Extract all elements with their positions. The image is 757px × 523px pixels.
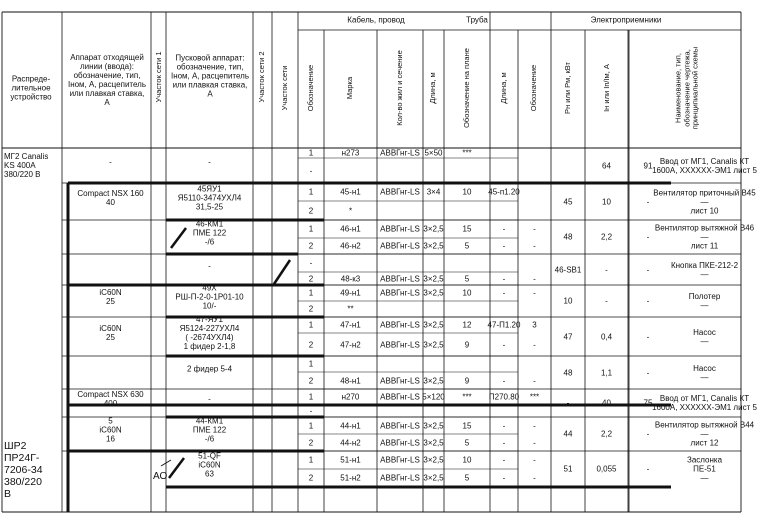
- designation-cell: 46-н1: [340, 224, 361, 234]
- brand-cell: АВВГнг-LS: [380, 288, 420, 298]
- section-cell: 2: [308, 473, 314, 483]
- cores-cell: 3×2,5: [423, 241, 444, 251]
- current-cell: -: [646, 429, 650, 439]
- current-cell: -: [646, 197, 650, 206]
- starter-cell: -: [208, 261, 211, 270]
- header-receivers-group: Электроприемники: [590, 15, 662, 25]
- diagonal-mark: [169, 458, 184, 478]
- recv-designation-cell: 47: [563, 332, 573, 341]
- pipe-length-cell: 3: [532, 320, 537, 330]
- ao-mark: АО: [153, 471, 168, 482]
- section-cell: 2: [308, 241, 314, 251]
- current-cell: -: [646, 464, 650, 474]
- brand-cell: АВВГнг-LS: [380, 241, 420, 251]
- name-cell: Кнопка ПКЕ-212-2 —: [670, 260, 739, 279]
- apparatus-cell: iC60N 25: [99, 288, 122, 306]
- section-cell: 1: [308, 421, 314, 430]
- apparatus-cell: Compact NSX 630 400: [77, 390, 144, 408]
- header-designation: Обозначение: [306, 64, 315, 112]
- pipe-length-cell: -: [533, 241, 536, 251]
- section-cell: 2: [308, 438, 314, 447]
- length-cell: 12: [462, 320, 472, 330]
- designation-cell: 48-к3: [340, 274, 361, 283]
- recv-designation-cell: 48: [563, 232, 573, 242]
- apparatus-cell: -: [109, 157, 112, 166]
- brand-cell: АВВГнг-LS: [380, 340, 420, 349]
- brand-cell: АВВГнг-LS: [380, 421, 420, 430]
- current-cell: 91: [643, 161, 653, 170]
- plan-designation-cell: -: [502, 438, 506, 447]
- pipe-length-cell: -: [533, 455, 536, 465]
- recv-designation-cell: 51: [563, 464, 573, 474]
- header-recv-designation: Обозначение: [529, 64, 538, 112]
- header-cores: Кол-во жил и сечение: [395, 50, 404, 126]
- section-cell: 2: [308, 376, 314, 385]
- pipe-length-cell: -: [533, 288, 536, 298]
- brand-cell: АВВГнг-LS: [380, 392, 420, 402]
- pipe-length-cell: -: [533, 421, 536, 430]
- header-plan-designation: Обозначение на плане: [462, 48, 471, 128]
- cores-cell: 3×2,5: [423, 376, 444, 385]
- starter-cell: 46-КМ1 ПМЕ 122 -/6: [192, 219, 227, 247]
- cores-cell: 3×2,5: [423, 455, 444, 465]
- plan-designation-cell: -: [502, 224, 506, 234]
- length-cell: 15: [462, 224, 472, 234]
- cores-cell: 3×2,5: [423, 224, 444, 234]
- plan-designation-cell: -: [502, 421, 506, 430]
- power-cell: -: [605, 296, 608, 306]
- section-cell: -: [309, 166, 313, 175]
- plan-designation-cell: -: [502, 340, 506, 349]
- plan-designation-cell: 47-П1.20: [487, 320, 521, 330]
- brand-cell: АВВГнг-LS: [380, 455, 420, 465]
- name-cell: Вентилятор вытяжной В44 — лист 12: [654, 420, 755, 448]
- length-cell: 10: [462, 455, 472, 465]
- pipe-length-cell: -: [533, 224, 536, 234]
- recv-designation-cell: 45: [563, 197, 573, 206]
- starter-cell: 51-QF iC60N 63: [198, 451, 221, 479]
- length-cell: ***: [462, 148, 472, 158]
- section-cell: 1: [308, 455, 314, 465]
- recv-designation-cell: 44: [563, 429, 573, 439]
- starter-cell: -: [208, 157, 211, 166]
- power-cell: -: [605, 265, 608, 274]
- cores-cell: 5×120: [422, 392, 445, 402]
- plan-designation-cell: П270.80: [488, 392, 520, 402]
- header-net-section: Участок сети: [280, 65, 289, 111]
- header-pipe-group: Труба: [466, 15, 488, 25]
- diagonal-mark: [171, 228, 186, 248]
- power-cell: 2,2: [600, 232, 613, 242]
- designation-cell: 49-н1: [340, 288, 361, 298]
- power-cell: 0,055: [596, 464, 617, 474]
- plan-designation-cell: -: [502, 455, 506, 465]
- length-cell: ***: [462, 392, 472, 402]
- length-cell: 5: [464, 473, 470, 483]
- header-starter: Пусковой аппарат: обозначение, тип, Iном, А, расцепитель или плавкая ставка, А: [170, 53, 250, 99]
- current-cell: -: [646, 232, 650, 242]
- current-cell: -: [646, 332, 650, 341]
- cores-cell: 3×2,5: [423, 320, 444, 330]
- name-cell: Вентилятор вытяжной В46 — лист 11: [654, 223, 755, 251]
- designation-cell: н270: [341, 392, 360, 402]
- designation-cell: 51-н2: [340, 473, 361, 483]
- section-cell: 1: [308, 224, 314, 234]
- length-cell: 9: [464, 376, 470, 385]
- section-cell: -: [309, 406, 313, 416]
- cores-cell: 3×2,5: [423, 473, 444, 483]
- power-cell: 0,4: [600, 332, 613, 341]
- designation-cell: 47-н2: [340, 340, 361, 349]
- cores-cell: 5×50: [424, 148, 443, 158]
- power-cell: 40: [602, 398, 611, 408]
- length-cell: 15: [462, 421, 472, 430]
- header-pipe-length: Длина, м: [499, 72, 508, 104]
- section-cell: 1: [308, 148, 314, 158]
- plan-designation-cell: -: [502, 376, 506, 385]
- header-section1: Участок сети 1: [154, 51, 163, 103]
- header-length: Длина, м: [428, 72, 437, 104]
- pipe-length-cell: -: [533, 274, 536, 283]
- recv-designation-cell: 48: [563, 368, 573, 377]
- header-device: Распреде- лительное устройство: [10, 74, 52, 102]
- starter-cell: 47-ЯУ1 Я5124-227УХЛ4 ( -2674УХЛ4) 1 фидер 2-1,8: [179, 314, 240, 351]
- current-cell: 75: [643, 398, 653, 408]
- starter-cell: 2 фидер 5-4: [186, 364, 233, 373]
- brand-cell: АВВГнг-LS: [380, 473, 420, 483]
- name-cell: Насос —: [693, 363, 716, 382]
- section-cell: 2: [308, 274, 314, 283]
- name-cell: Вентилятор приточный В45 — лист 10: [653, 188, 756, 215]
- recv-designation-cell: 10: [563, 296, 573, 306]
- plan-designation-cell: -: [502, 241, 506, 251]
- designation-cell: *: [348, 206, 353, 215]
- section-cell: 1: [308, 320, 314, 330]
- name-cell: Насос —: [693, 327, 716, 346]
- power-cell: 2,2: [600, 429, 613, 439]
- recv-designation-cell: 46-SB1: [554, 265, 582, 274]
- power-cell: 1,1: [600, 368, 613, 377]
- designation-cell: н273: [341, 148, 360, 158]
- starter-cell: 49Х РШ-П-2-0-1Р01-10 10/-: [175, 283, 244, 311]
- header-cable-group: Кабель, провод: [347, 15, 405, 25]
- pipe-length-cell: -: [533, 340, 536, 349]
- header-current: Iн или Iп/Iм, А: [602, 64, 611, 112]
- brand-cell: АВВГнг-LS: [380, 320, 420, 330]
- cores-cell: 3×4: [426, 187, 441, 197]
- pipe-length-cell: -: [533, 473, 536, 483]
- section-cell: -: [309, 258, 313, 268]
- plan-designation-cell: -: [502, 274, 506, 283]
- brand-cell: АВВГнг-LS: [380, 148, 420, 158]
- designation-cell: 45-н1: [340, 187, 361, 197]
- name-cell: Ввод от МГ1, Canalis КТ 1600А, ХХХХХХ-ЭМ1 лист 5: [652, 394, 757, 412]
- cores-cell: 3×2,5: [423, 340, 444, 349]
- power-cell: 10: [602, 197, 611, 206]
- designation-cell: 46-н2: [340, 241, 361, 251]
- length-cell: 10: [462, 187, 472, 197]
- plan-designation-cell: -: [502, 288, 506, 298]
- starter-cell: 45ЯУ1 Я5110-3474УХЛ4 31,5-25: [177, 184, 242, 211]
- brand-cell: АВВГнг-LS: [380, 376, 420, 385]
- length-cell: 5: [464, 438, 470, 447]
- brand-cell: АВВГнг-LS: [380, 274, 420, 283]
- designation-cell: **: [347, 304, 354, 314]
- current-cell: -: [646, 265, 650, 274]
- header-apparatus: Аппарат отходящей линии (ввода): обозначение, тип, Iном, А, расцепитель или плавкая ставка, А: [67, 53, 147, 107]
- current-cell: -: [646, 368, 650, 377]
- section-cell: 1: [308, 288, 314, 298]
- cores-cell: 3×2,5: [423, 421, 444, 430]
- name-cell: Ввод от МГ1, Canalis КТ 1600А, ХХХХХХ-ЭМ1 лист 5: [652, 156, 757, 175]
- length-cell: 5: [464, 274, 470, 283]
- cores-cell: 3×2,5: [423, 438, 444, 447]
- name-cell: Полотер —: [688, 292, 721, 310]
- device-mg2: МГ2 Canalis KS 400A 380/220 В: [4, 152, 49, 179]
- pipe-length-cell: -: [533, 376, 536, 385]
- section-cell: 1: [308, 187, 314, 197]
- recv-designation-cell: -: [566, 398, 570, 408]
- designation-cell: 48-н1: [340, 376, 361, 385]
- section-cell: 2: [308, 304, 314, 314]
- brand-cell: АВВГнг-LS: [380, 224, 420, 234]
- section-cell: 2: [308, 206, 314, 215]
- apparatus-cell: Compact NSX 160 40: [77, 188, 144, 207]
- section-cell: 2: [308, 340, 314, 349]
- current-cell: -: [646, 296, 650, 306]
- header-power: Pн или Pм, кВт: [563, 62, 572, 114]
- section-cell: 1: [308, 392, 314, 402]
- plan-designation-cell: -: [502, 473, 506, 483]
- pipe-length-cell: -: [533, 438, 536, 447]
- starter-cell: -: [208, 394, 211, 404]
- cores-cell: 3×2,5: [423, 288, 444, 298]
- name-cell: Заслонка ПЕ-51 —: [686, 455, 723, 483]
- diagonal-mark: [274, 260, 290, 284]
- designation-cell: 44-н2: [340, 438, 361, 447]
- designation-cell: 47-н1: [340, 320, 361, 330]
- length-cell: 9: [464, 340, 470, 349]
- brand-cell: АВВГнг-LS: [380, 187, 420, 197]
- pipe-length-cell: ***: [529, 392, 540, 402]
- plan-designation-cell: 45-п1.20: [488, 187, 520, 197]
- header-brand: Марка: [345, 76, 354, 100]
- apparatus-cell: iC60N 25: [99, 323, 122, 342]
- designation-cell: 51-н1: [340, 455, 361, 465]
- apparatus-cell: 5 iC60N 16: [99, 416, 122, 444]
- device-shr2: ШР2 ПР24Г- 7206-34 380/220 В: [4, 440, 43, 500]
- brand-cell: АВВГнг-LS: [380, 438, 420, 447]
- starter-cell: 44-КМ1 ПМЕ 122 -/6: [192, 416, 227, 444]
- section-cell: 1: [308, 359, 314, 369]
- length-cell: 5: [464, 241, 470, 251]
- length-cell: 10: [462, 288, 472, 298]
- designation-cell: 44-н1: [340, 421, 361, 430]
- cores-cell: 3×2,5: [423, 274, 444, 283]
- header-name: Наименование, тип, обозначение чертежа, принципиальной схемы: [673, 46, 700, 130]
- power-cell: 64: [602, 161, 611, 170]
- header-section2: Участок сети 2: [257, 51, 266, 103]
